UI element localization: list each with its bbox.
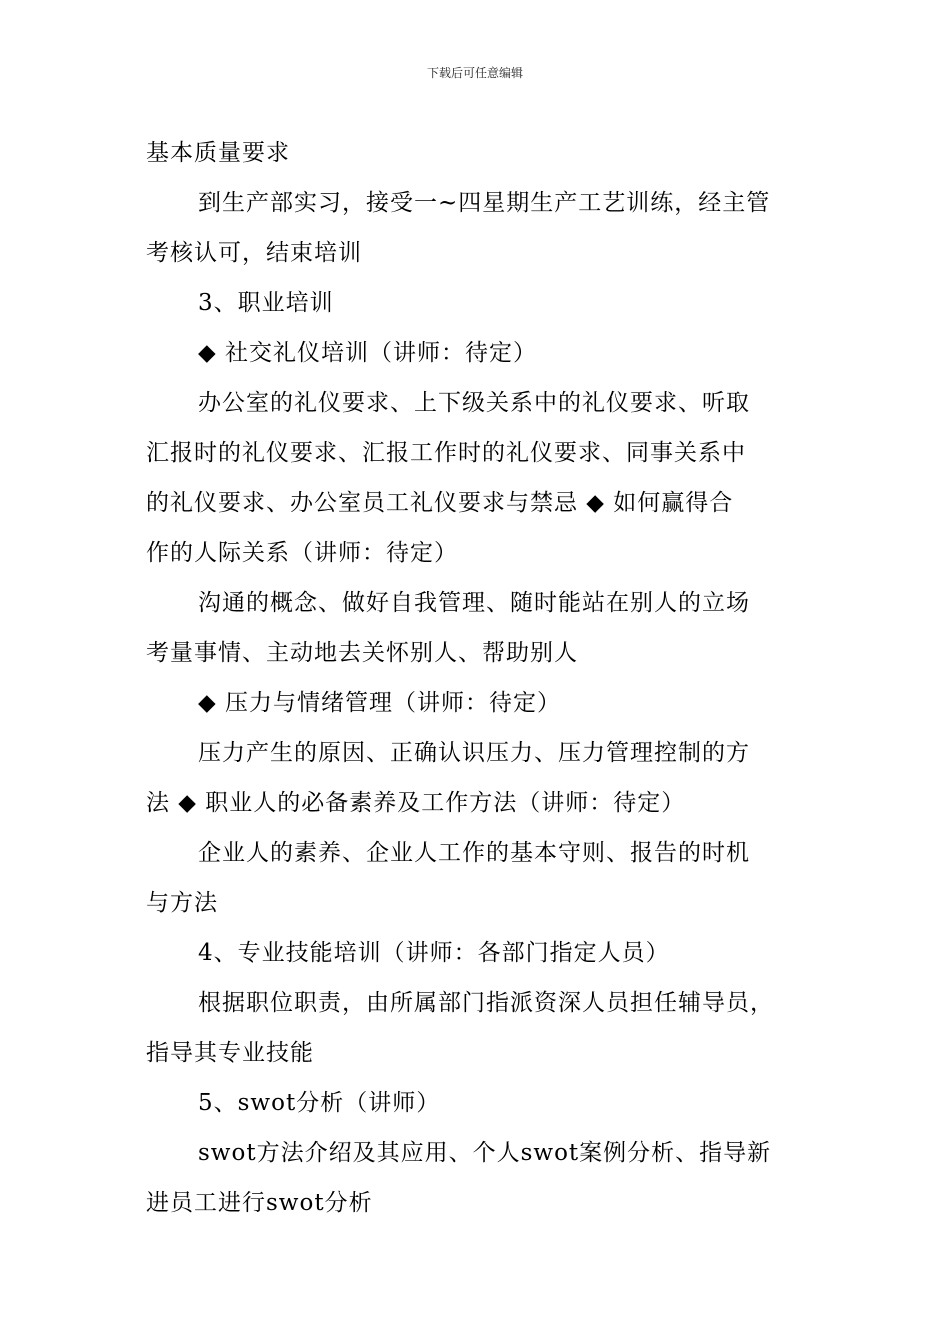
section-heading: 5、swot分析（讲师） bbox=[198, 1090, 441, 1116]
text-line: 指导其专业技能 bbox=[146, 1040, 314, 1066]
text-line: 沟通的概念、做好自我管理、随时能站在别人的立场 bbox=[198, 590, 750, 616]
bullet-heading: ◆ 压力与情绪管理（讲师：待定） bbox=[198, 690, 561, 716]
text-line: 考核认可，结束培训 bbox=[146, 240, 362, 266]
text-line: 法 ◆ 职业人的必备素养及工作方法（讲师：待定） bbox=[146, 790, 686, 816]
text-line: 压力产生的原因、正确认识压力、压力管理控制的方 bbox=[198, 740, 750, 766]
section-heading: 3、职业培训 bbox=[198, 290, 334, 316]
text-line: swot方法介绍及其应用、个人swot案例分析、指导新 bbox=[198, 1140, 772, 1166]
text-line: 汇报时的礼仪要求、汇报工作时的礼仪要求、同事关系中 bbox=[146, 440, 746, 466]
section-heading: 4、专业技能培训（讲师：各部门指定人员） bbox=[198, 940, 670, 966]
text-line: 根据职位职责，由所属部门指派资深人员担任辅导员， bbox=[198, 990, 774, 1016]
text-line: 企业人的素养、企业人工作的基本守则、报告的时机 bbox=[198, 840, 750, 866]
text-line: 的礼仪要求、办公室员工礼仪要求与禁忌 ◆ 如何赢得合 bbox=[146, 490, 734, 516]
page-header: 下载后可任意编辑 bbox=[426, 66, 523, 80]
text-line: 与方法 bbox=[146, 890, 218, 916]
bullet-heading: ◆ 社交礼仪培训（讲师：待定） bbox=[198, 340, 537, 366]
document-body bbox=[146, 128, 816, 1228]
text-line: 基本质量要求 bbox=[146, 140, 290, 166]
text-line: 考量事情、主动地去关怀别人、帮助别人 bbox=[146, 640, 578, 666]
text-line: 办公室的礼仪要求、上下级关系中的礼仪要求、听取 bbox=[198, 390, 750, 416]
text-line: 到生产部实习，接受一~四星期生产工艺训练，经主管 bbox=[198, 190, 771, 216]
text-line: 进员工进行swot分析 bbox=[146, 1190, 373, 1216]
text-line: 作的人际关系（讲师：待定） bbox=[146, 540, 458, 566]
